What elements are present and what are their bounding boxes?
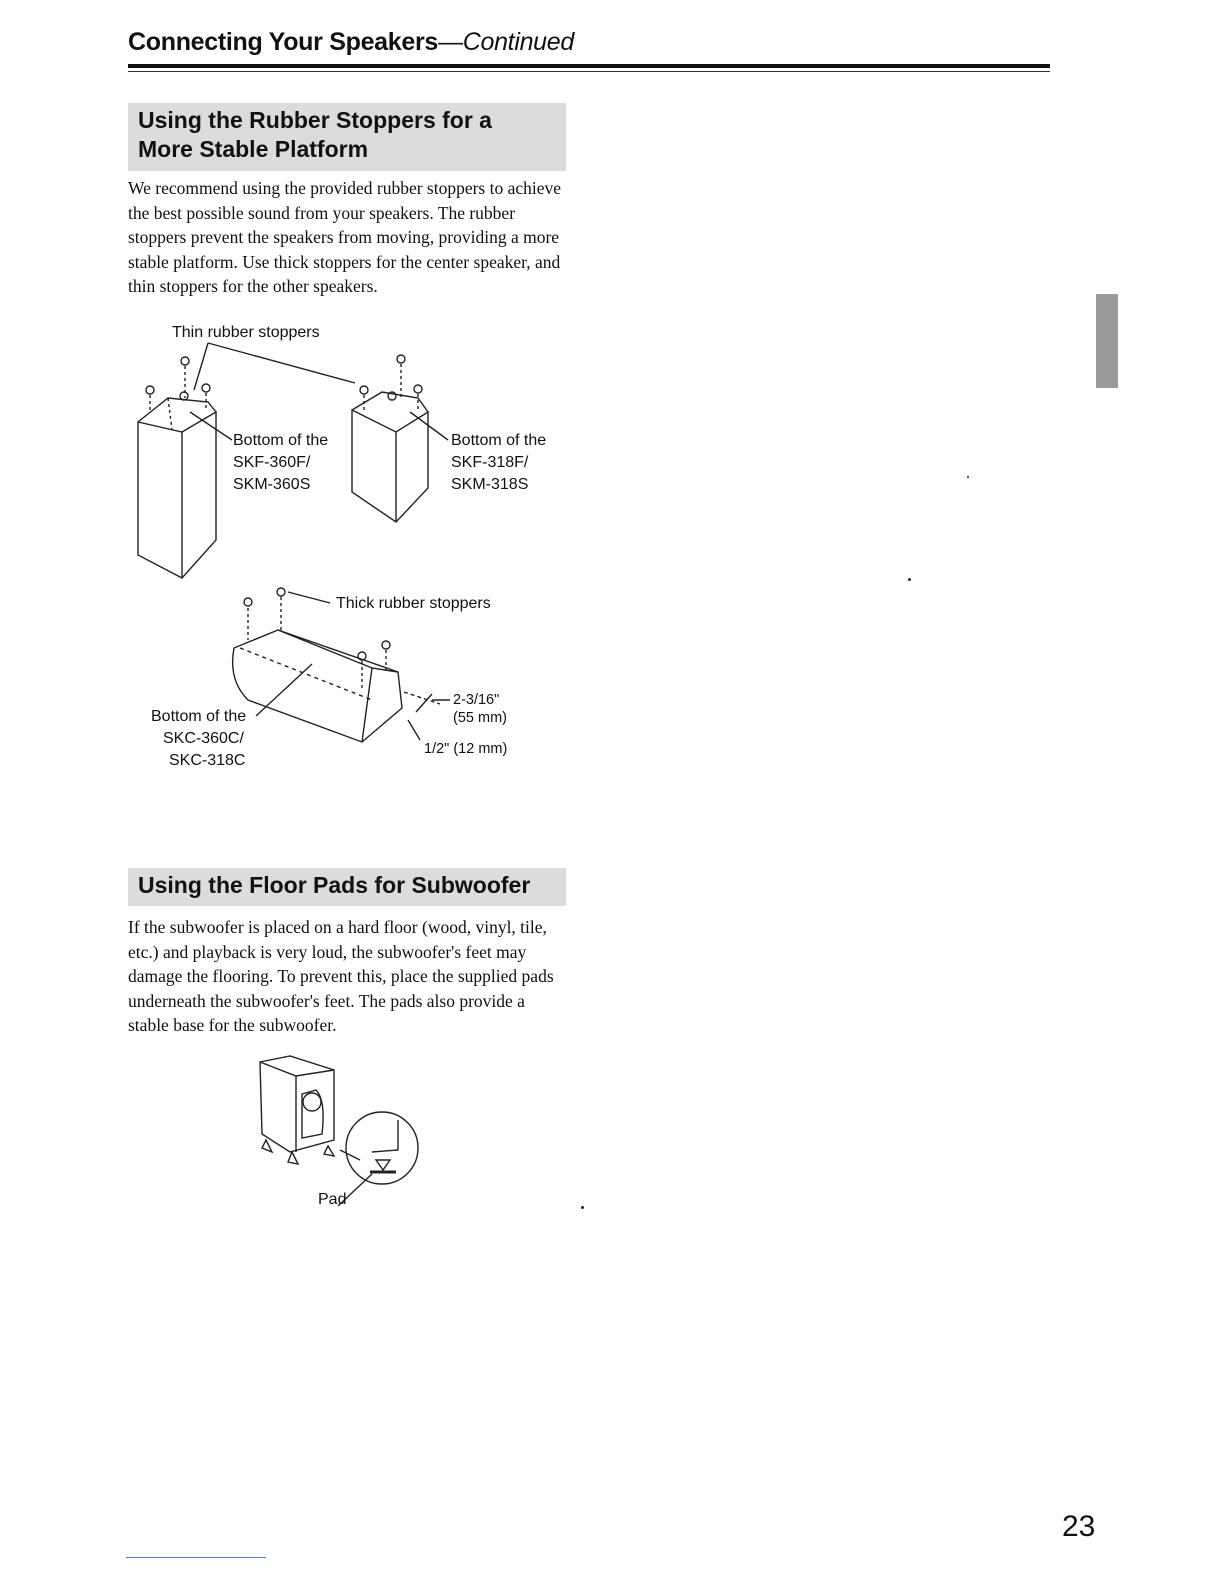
scan-speck xyxy=(581,1206,584,1209)
floor-pads-paragraph: If the subwoofer is placed on a hard floor (wood, vinyl, tile, etc.) and playback is very loud, the subwoofer's feet may damage the flooring. To prevent this, place the supplied pads underneath the subwoofer's feet. The pads also provide a stable base for the subwoofer. xyxy=(128,917,554,1035)
rubber-stoppers-paragraph: We recommend using the provided rubber stoppers to achieve the best possible sound from your speakers. The rubber stoppers prevent the speakers from moving, providing a more stable platform. Use thick stoppers for the center speaker, and thin stoppers for the other speakers. xyxy=(128,178,562,296)
surround-speaker-label-3: SKM-318S xyxy=(451,476,529,493)
front-speaker-label-3: SKM-360S xyxy=(233,476,311,493)
thin-stoppers-leader xyxy=(194,343,355,390)
center-speaker-label-3: SKC-318C xyxy=(169,752,246,769)
side-thumb-tab xyxy=(1096,294,1118,388)
page-title-continued: —Continued xyxy=(438,28,574,56)
section-heading-line1: Using the Rubber Stoppers for a xyxy=(138,107,492,133)
page-number: 23 xyxy=(1062,1510,1096,1543)
thick-stoppers-label: Thick rubber stoppers xyxy=(336,595,491,612)
pad-label: Pad xyxy=(318,1191,347,1208)
surround-speaker-drawing xyxy=(352,355,448,522)
center-speaker-label-2: SKC-360C/ xyxy=(163,730,244,747)
front-speaker-label-2: SKF-360F/ xyxy=(233,454,311,471)
surround-speaker-label-2: SKF-318F/ xyxy=(451,454,529,471)
thin-stoppers-label: Thin rubber stoppers xyxy=(172,324,320,341)
footer-line xyxy=(126,1557,266,1558)
page-title: Connecting Your Speakers xyxy=(128,28,439,56)
front-speaker-drawing xyxy=(138,357,232,578)
scan-speck xyxy=(967,476,969,478)
section-heading-line2: More Stable Platform xyxy=(138,136,369,162)
subwoofer-drawing xyxy=(260,1056,418,1206)
scan-speck xyxy=(908,578,911,581)
dimension-depth-label: 1/2" (12 mm) xyxy=(424,741,508,757)
surround-speaker-label-1: Bottom of the xyxy=(451,432,547,449)
center-speaker-label-1: Bottom of the xyxy=(151,708,247,725)
front-speaker-label-1: Bottom of the xyxy=(233,432,329,449)
dimension-height-label: 2-3/16" xyxy=(453,692,500,708)
section-heading-floor-pads: Using the Floor Pads for Subwoofer xyxy=(128,868,566,906)
dimension-height-mm-label: (55 mm) xyxy=(453,710,507,726)
